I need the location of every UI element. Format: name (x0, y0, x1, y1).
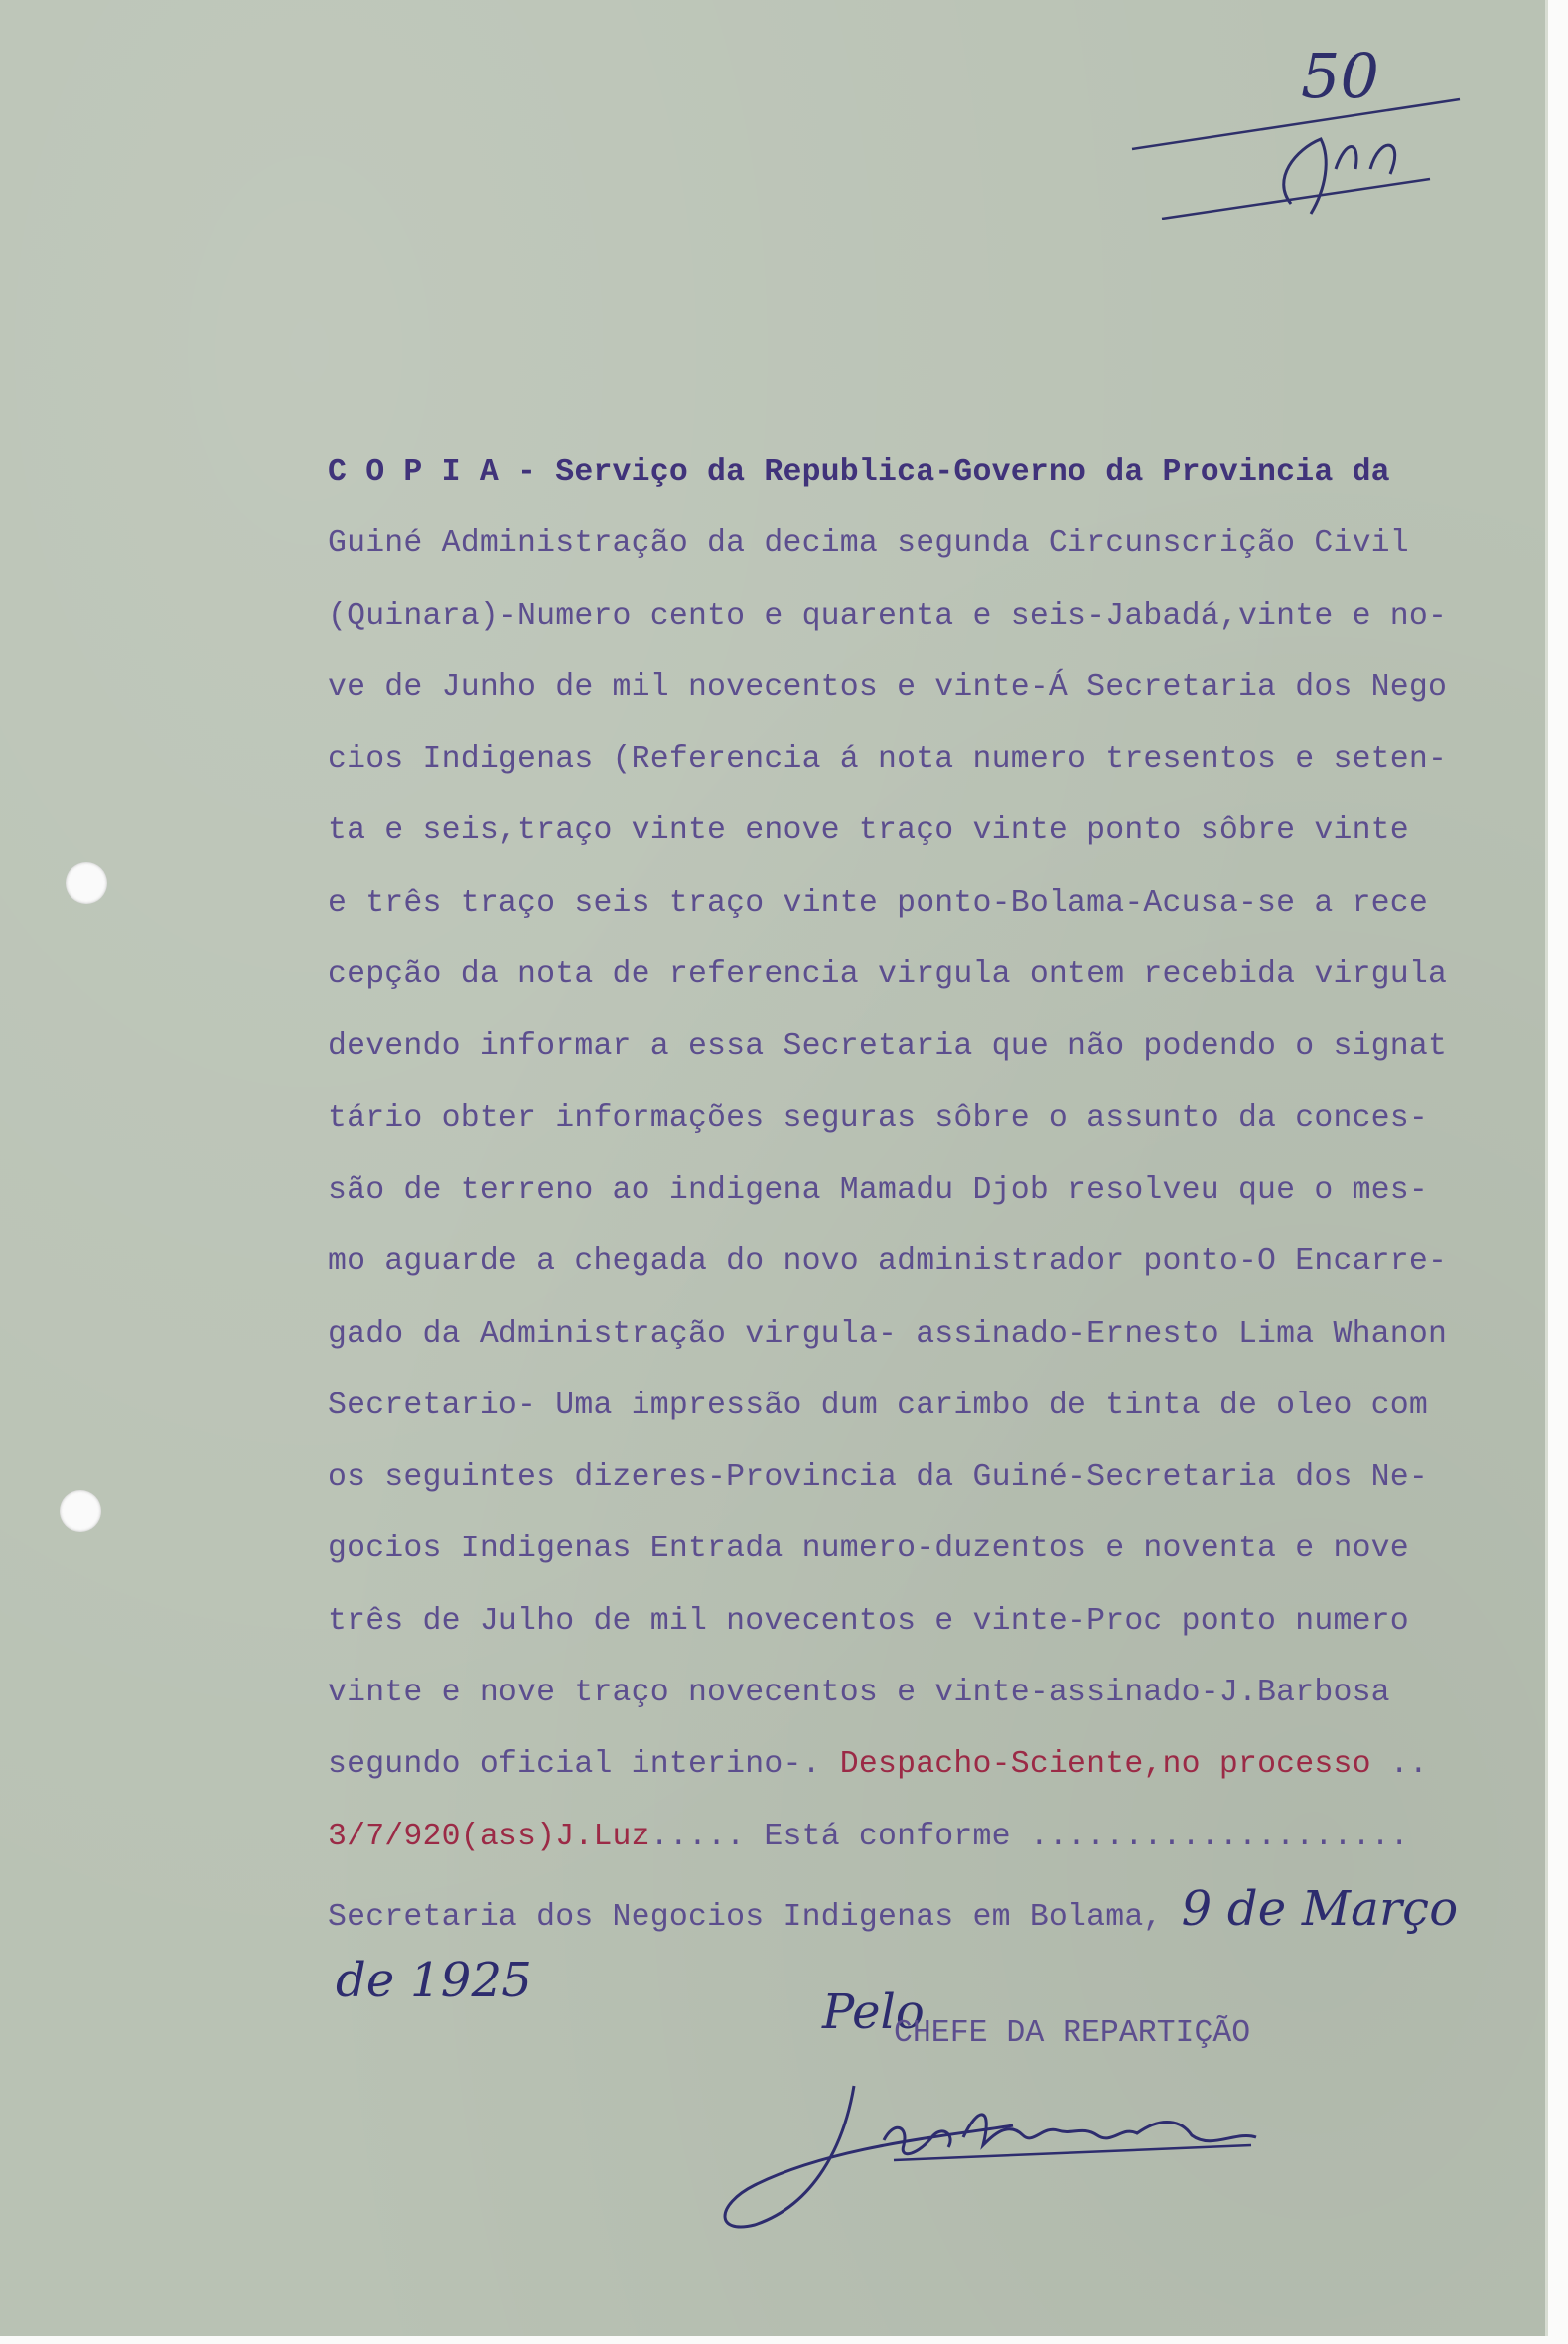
punch-hole-top (66, 862, 107, 904)
despacho-annotation: Despacho-Sciente,no processo (839, 1747, 1371, 1783)
line-19-suffix: .. (1370, 1747, 1428, 1783)
folio-number: 50 (1301, 40, 1379, 112)
text-line-1: C O P I A - Serviço da Republica-Governo da Provincia da (328, 455, 1390, 490)
text-line-2: Guiné Administração da decima segunda Circunscrição Civil (328, 526, 1409, 562)
document-body (328, 437, 1559, 2017)
text-line-6: ta e seis,traço vinte enove traço vinte ponto sôbre vinte (328, 813, 1409, 849)
text-line-13: gado da Administração virgula- assinado-Ernesto Lima Whanon (328, 1316, 1448, 1352)
text-line-9: devendo informar a essa Secretaria que não podendo o signat (328, 1029, 1448, 1065)
despacho-date-signature: 3/7/920(ass)J.Luz (328, 1819, 650, 1854)
text-line-7: e três traço seis traço vinte ponto-Bolama-Acusa-se a rece (328, 885, 1428, 921)
text-line-17: três de Julho de mil novecentos e vinte-Proc ponto numero (328, 1603, 1409, 1639)
punch-hole-bottom (60, 1490, 101, 1532)
text-line-15: os seguintes dizeres-Provincia da Guiné-Secretaria dos Ne- (328, 1460, 1428, 1496)
text-line-21 (328, 1873, 1559, 1945)
pelo-handwritten: Pelo (822, 1984, 925, 2040)
text-line-4: ve de Junho de mil novecentos e vinte-Á Secretaria dos Nego (328, 669, 1448, 705)
text-line-22 (336, 1945, 1559, 2016)
text-line-10: tário obter informações seguras sôbre o assunto da conces- (328, 1100, 1428, 1136)
text-line-12: mo aguarde a chegada do novo administrador ponto-O Encarre- (328, 1245, 1448, 1280)
handwritten-date: 9 de Março (1181, 1880, 1459, 1937)
text-line-3: (Quinara)-Numero cento e quarenta e seis-Jabadá,vinte e no- (328, 598, 1448, 634)
chefe-label: CHEFE DA REPARTIÇÃO (894, 2016, 1251, 2051)
text-line-14: Secretario- Uma impressão dum carimbo de tinta de oleo com (328, 1388, 1428, 1423)
text-line-16: gocios Indigenas Entrada numero-duzentos e noventa e nove (328, 1532, 1409, 1567)
folio-initials-mark (1122, 40, 1480, 228)
line-19-prefix: segundo oficial interino-. (328, 1747, 840, 1783)
text-line-11: são de terreno ao indigena Mamadu Djob resolveu que o mes- (328, 1172, 1428, 1208)
text-line-19 (328, 1729, 1559, 1801)
handwritten-year: de 1925 (336, 1953, 532, 2009)
line-20-suffix: ..... Está conforme .................... (649, 1819, 1409, 1854)
folio-mark (1122, 40, 1480, 228)
text-line-8: cepção da nota de referencia virgula ontem recebida virgula (328, 957, 1448, 993)
text-line-18: vinte e nove traço novecentos e vinte-assinado-J.Barbosa (328, 1676, 1390, 1711)
text-line-5: cios Indigenas (Referencia á nota numero tresentos e seten- (328, 742, 1448, 778)
place-text: Secretaria dos Negocios Indigenas em Bolama, (328, 1899, 1182, 1935)
text-line-20 (328, 1802, 1559, 1873)
